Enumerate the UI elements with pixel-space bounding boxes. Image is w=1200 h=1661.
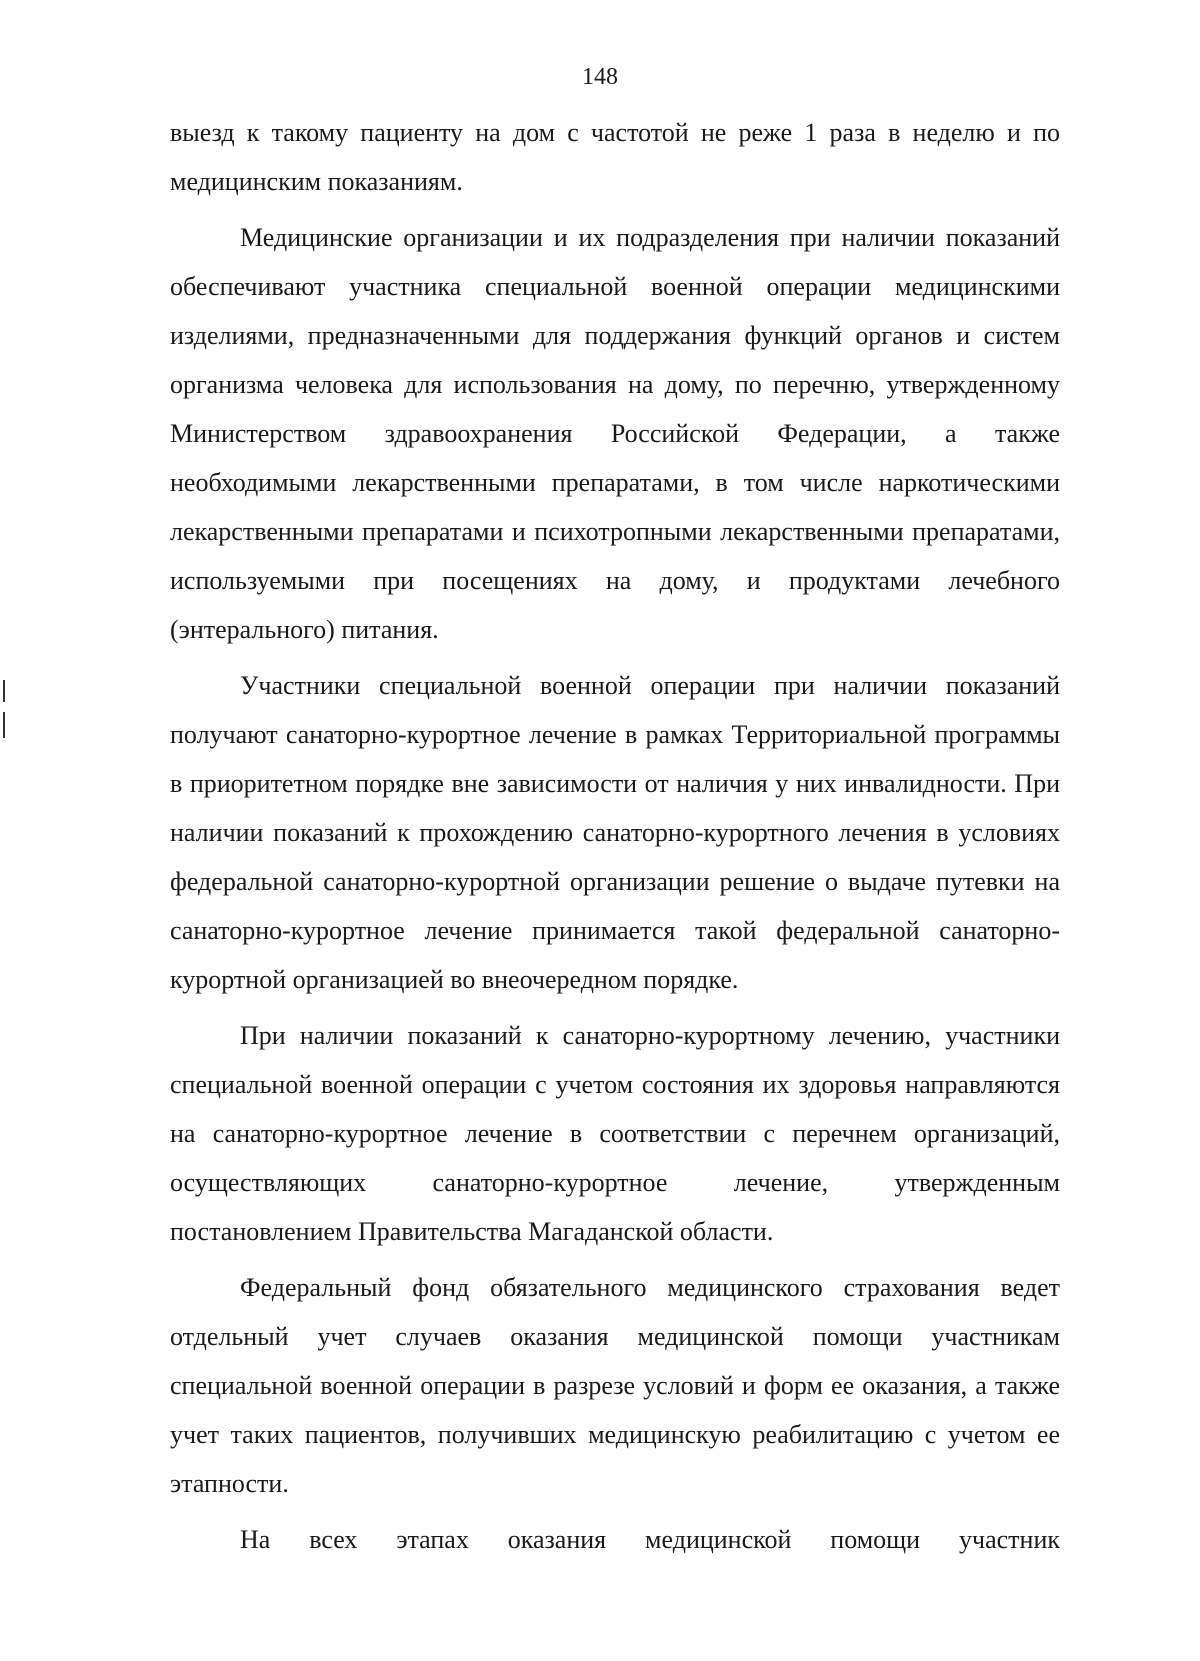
scan-artifact-mark (3, 680, 5, 702)
document-body (170, 108, 1060, 1564)
page-number: 148 (582, 64, 618, 90)
paragraph-incomplete: На всех этапах оказания медицинской помощи участник (240, 1525, 1060, 1554)
paragraph: При наличии показаний к санаторно-курортному лечению, участники специальной военной операции с учетом состояния их здоровья направляются на санаторно-курортное лечение в соответствии с перечнем организаций, осуществляющих санаторно-курортное лечение, утвержденным постановлением Правительства Магаданской области. (170, 1021, 1060, 1246)
paragraph: Федеральный фонд обязательного медицинского страхования ведет отдельный учет случаев оказания медицинской помощи участникам специальной военной операции в разрезе условий и форм ее оказания, а также учет таких пациентов, получивших медицинскую реабилитацию с учетом ее этапности. (170, 1273, 1060, 1498)
paragraph: Медицинские организации и их подразделения при наличии показаний обеспечивают участника специальной военной операции медицинскими изделиями, предназначенными для поддержания функций органов и систем организма человека для использования на дому, по перечню, утвержденному Министерством здравоохранения Российской Федерации, а также необходимыми лекарственными препаратами, в том числе наркотическими лекарственными препаратами и психотропными лекарственными препаратами, используемыми при посещениях на дому, и продуктами лечебного (энтерального) питания. (170, 223, 1060, 644)
scan-artifact-mark (3, 712, 5, 738)
paragraph-continuation: выезд к такому пациенту на дом с частотой не реже 1 раза в неделю и по медицинским показаниям. (170, 118, 1060, 196)
paragraph: Участники специальной военной операции при наличии показаний получают санаторно-курортное лечение в рамках Территориальной программы в приоритетном порядке вне зависимости от наличия у них инвалидности. При наличии показаний к прохождению санаторно-курортного лечения в условиях федеральной санаторно-курортной организации решение о выдаче путевки на санаторно-курортное лечение принимается такой федеральной санаторно-курортной организацией во внеочередном порядке. (170, 671, 1060, 994)
